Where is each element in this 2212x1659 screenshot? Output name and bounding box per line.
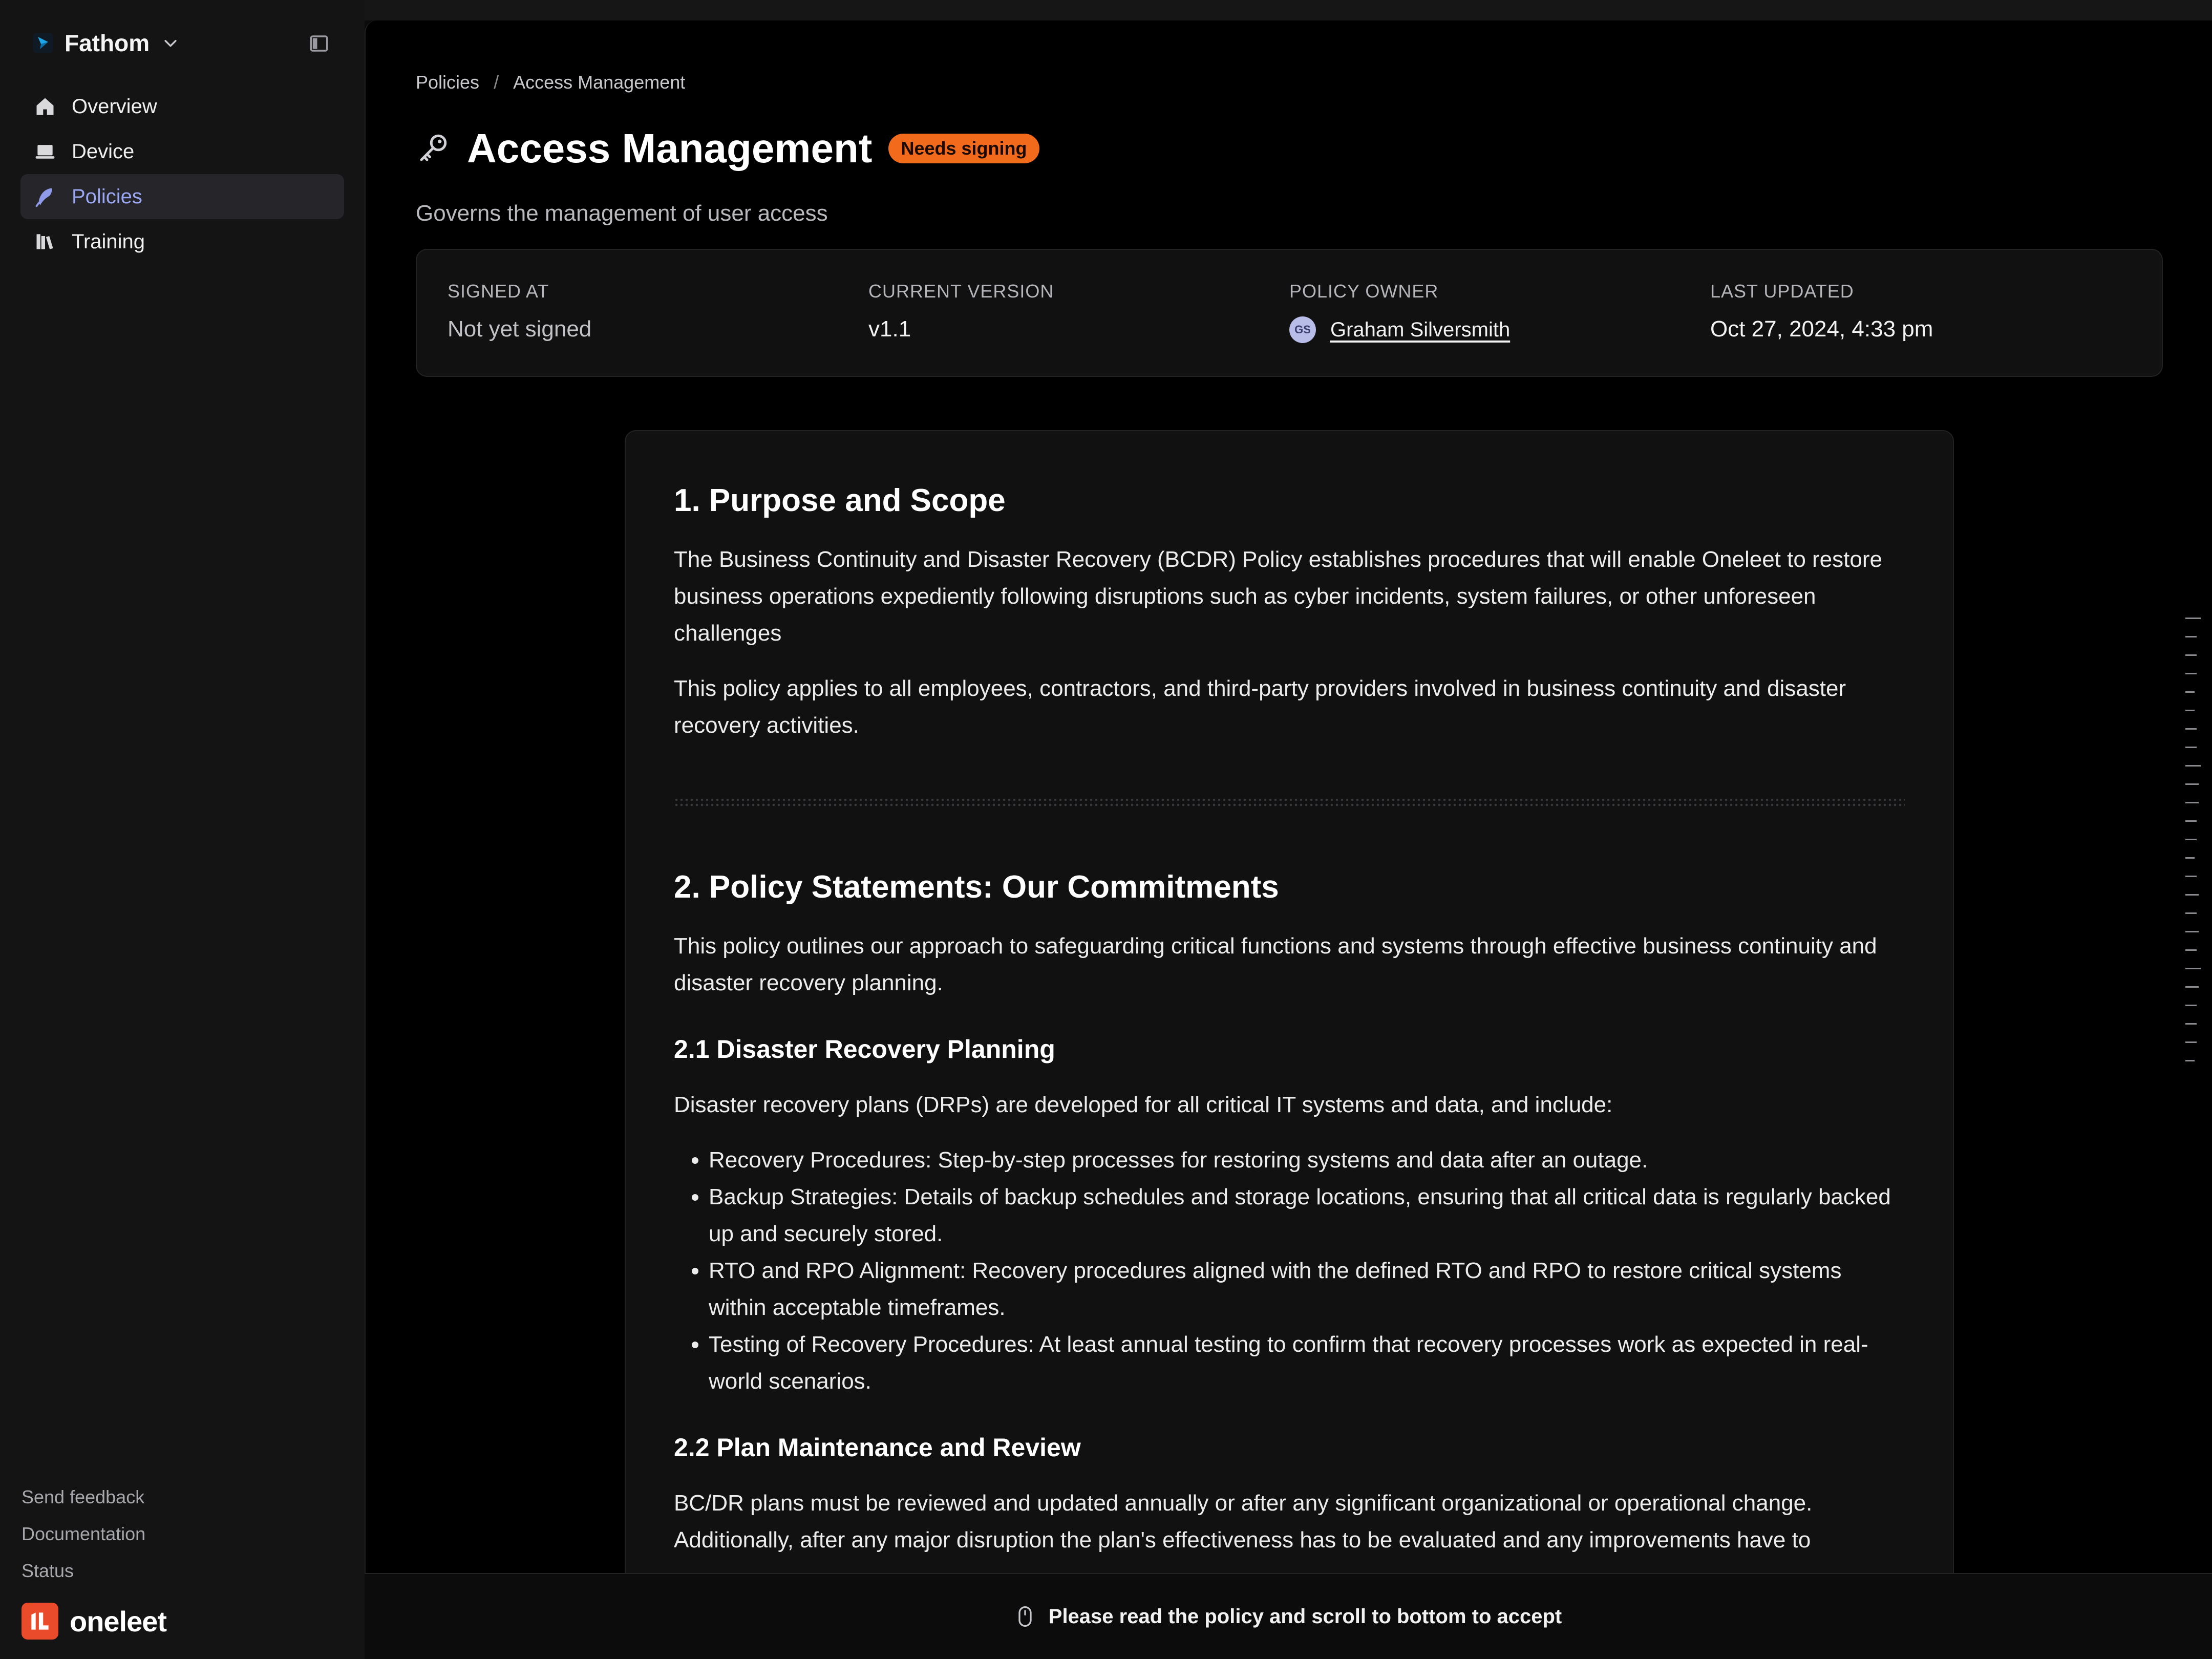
toc-tick[interactable] [2185,728,2197,730]
signed-at-field [448,250,868,376]
paragraph: This policy applies to all employees, contractors, and third-party providers involved in business continuity and disaster recovery activities. [674,676,1846,738]
policy-owner-value [1289,316,1710,343]
sidebar-item-training[interactable] [20,219,344,264]
paragraph: The Business Continuity and Disaster Recovery (BCDR) Policy establishes procedures that will enable Oneleet to restore business operations expediently following disruptions such as cyber incidents, system failures, or other unforeseen challenges [674,547,1882,646]
sidebar-item-label: Training [72,230,145,253]
toc-tick[interactable] [2185,1023,2197,1025]
section-heading: 1. Purpose and Scope [674,483,1006,518]
feather-icon [34,185,56,208]
toc-tick[interactable] [2185,894,2199,896]
policy-owner-link[interactable]: Graham Silversmith [1330,318,1511,341]
sidebar-item-label: Device [72,140,135,163]
list-item: • RTO and RPO Alignment: Recovery procedures aligned with the defined RTO and RPO to restore critical systems within acceptable timeframes. [709,1252,1905,1326]
fathom-logo-icon [33,33,53,53]
policy-document [625,430,1954,1659]
toc-tick[interactable] [2185,931,2199,932]
list-item: • Testing of Recovery Procedures: At least annual testing to confirm that recovery processes work as expected in real-world scenarios. [709,1326,1905,1400]
current-version-field [868,250,1289,376]
toc-tick[interactable] [2185,783,2199,785]
list-item: • Backup Strategies: Details of backup schedules and storage locations, ensuring that all critical data is regularly backed up and securely stored. [709,1179,1905,1252]
brand-name: oneleet [70,1605,167,1637]
toc-tick[interactable] [2185,802,2199,803]
bullet-list [674,1142,1905,1400]
paragraph: BC/DR plans must be reviewed and updated annually or after any significant organizational or operational change. Additionally, after any major disruption the plan's effectiveness has to be evaluated and any improvements have to [674,1491,1813,1552]
workspace-switcher[interactable] [33,27,179,59]
list-item: • Recovery Procedures: Step-by-step processes for restoring systems and data after an outage. [709,1142,1905,1179]
toc-tick[interactable] [2185,673,2197,674]
sidebar-footer-links [22,1479,145,1589]
home-icon [34,95,56,118]
toc-tick[interactable] [2185,691,2195,693]
toc-tick[interactable] [2185,636,2197,637]
sidebar-nav [20,84,344,264]
toc-tick[interactable] [2185,876,2197,877]
toc-tick[interactable] [2185,654,2197,656]
paragraph: This policy outlines our approach to safeguarding critical functions and systems through effective business continuity and disaster recovery planning. [674,933,1877,995]
mouse-icon [1015,1605,1035,1628]
status-link[interactable]: Status [22,1560,74,1581]
window-top-strip [365,0,2212,20]
section-divider [674,797,1905,807]
toc-tick[interactable] [2185,765,2201,767]
toc-tick[interactable] [2185,1041,2197,1043]
breadcrumb-separator: / [494,72,499,93]
breadcrumb [416,72,685,93]
main-content [365,20,2212,1659]
subsection-heading: 2.1 Disaster Recovery Planning [674,1035,1055,1064]
subsection-heading: 2.2 Plan Maintenance and Review [674,1433,1081,1462]
toc-tick[interactable] [2185,857,2195,859]
oneleet-brand [22,1603,166,1640]
sidebar-collapse-icon[interactable] [308,33,330,54]
page-title: Access Management [467,125,873,171]
current-version-value: v1.1 [868,316,911,342]
toc-tick[interactable] [2185,912,2197,914]
policy-meta-card [416,249,2163,377]
policy-owner-field [1289,250,1710,376]
sidebar-item-label: Policies [72,185,142,208]
sidebar-item-overview[interactable] [20,84,344,129]
toc-tick[interactable] [2185,820,2197,822]
toc-tick[interactable] [2185,986,2199,988]
toc-tick[interactable] [2185,968,2201,969]
signed-at-label: SIGNED AT [448,281,549,302]
workspace-name: Fathom [65,30,150,56]
page-subtitle: Governs the management of user access [416,201,828,226]
breadcrumb-current: Access Management [513,72,686,93]
last-updated-field [1710,250,2131,376]
toc-tick[interactable] [2185,747,2197,748]
toc-tick[interactable] [2185,1060,2195,1061]
breadcrumb-policies-link[interactable]: Policies [416,72,480,93]
accept-hint-message: Please read the policy and scroll to bottom to accept [1048,1605,1562,1628]
toc-tick[interactable] [2185,949,2197,951]
sidebar-item-label: Overview [72,95,157,118]
laptop-icon [34,140,56,163]
last-updated-label: LAST UPDATED [1710,281,1854,302]
status-badge: Needs signing [888,134,1039,163]
toc-tick[interactable] [2185,839,2197,840]
toc-minimap[interactable] [2185,618,2201,1078]
chevron-down-icon [162,34,179,52]
documentation-link[interactable]: Documentation [22,1523,146,1544]
toc-tick[interactable] [2185,1005,2197,1006]
accept-hint-bar [365,1573,2212,1659]
section-heading: 2. Policy Statements: Our Commitments [674,869,1279,905]
policy-owner-label: POLICY OWNER [1289,281,1439,302]
last-updated-value: Oct 27, 2024, 4:33 pm [1710,316,1933,342]
sidebar-item-device[interactable] [20,129,344,174]
key-icon [416,132,450,165]
signed-at-value: Not yet signed [448,316,592,342]
paragraph: Disaster recovery plans (DRPs) are developed for all critical IT systems and data, and include: [674,1092,1613,1117]
avatar: GS [1289,316,1316,343]
sidebar-item-policies[interactable] [20,174,344,219]
title-row [416,123,1039,174]
toc-tick[interactable] [2185,710,2195,711]
books-icon [34,230,56,253]
oneleet-logo-icon [22,1603,58,1640]
current-version-label: CURRENT VERSION [868,281,1054,302]
toc-tick[interactable] [2185,618,2201,619]
send-feedback-link[interactable]: Send feedback [22,1486,145,1507]
sidebar [0,0,365,1659]
